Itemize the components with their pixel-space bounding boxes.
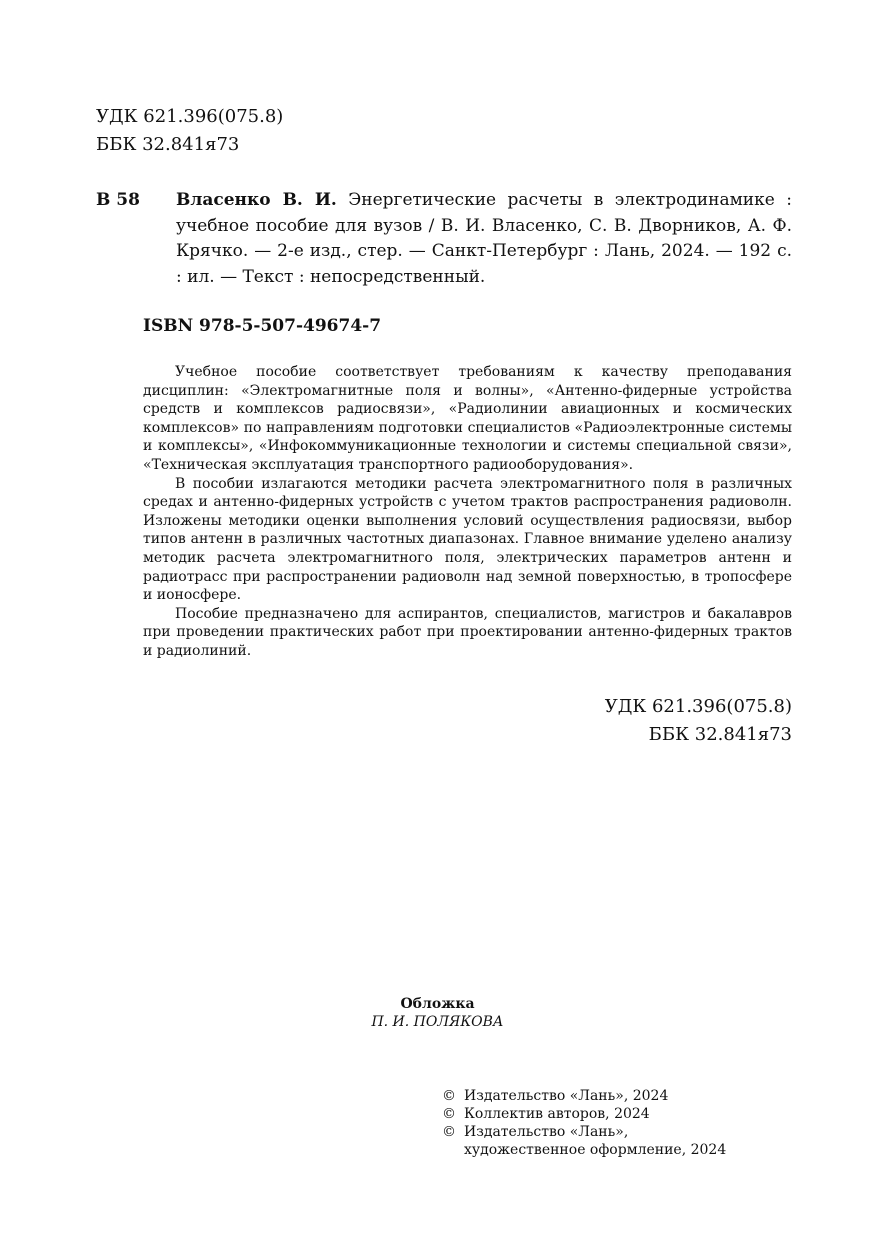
annotation-paragraph: Пособие предназначено для аспирантов, специалистов, магистров и бакалавров при проведении практических работ при проектировании антенно-фидерных трактов и радиолиний.	[143, 605, 792, 659]
bibliographic-record	[96, 188, 792, 290]
bbk-code: ББК 32.841я73	[648, 724, 792, 745]
cover-credit	[0, 995, 875, 1031]
classification-block-bottom	[605, 693, 792, 749]
cover-artist: П. И. ПОЛЯКОВА	[371, 1014, 504, 1030]
copyright-line: Издательство «Лань»,	[464, 1124, 629, 1140]
copyright-text	[464, 1123, 726, 1159]
annotation-paragraph: В пособии излагаются методики расчета электромагнитного поля в различных средах и антенно-фидерных устройств с учетом трактов распространения радиоволн. Изложены методики оценки выполнения условий осуществления радиосвязи, выбор типов антенн в различных частотных диапазонах. Главное внимание уделено анализу методик расчета электромагнитного поля, электрических параметров антенн и радиотрасс при распространении радиоволн над земной поверхностью, в тропосфере и ионосфере.	[143, 475, 792, 604]
isbn: ISBN 978-5-507-49674-7	[143, 316, 382, 336]
bibliographic-description	[176, 188, 792, 290]
annotation	[143, 363, 792, 661]
copyright-icon: ©	[442, 1088, 456, 1104]
copyright-icon: ©	[442, 1124, 456, 1140]
udk-code: УДК 621.396(075.8)	[96, 106, 284, 127]
copyright-line: художественное оформление, 2024	[464, 1142, 727, 1158]
copyright-icon: ©	[442, 1106, 456, 1122]
author-name: Власенко В. И.	[176, 190, 337, 210]
udk-code: УДК 621.396(075.8)	[604, 696, 792, 717]
author-sign: В 58	[96, 190, 140, 210]
classification-block-top	[96, 103, 283, 159]
copyright-item	[442, 1123, 726, 1159]
copyright-item	[442, 1105, 726, 1123]
copyright-text	[464, 1105, 650, 1123]
copyright-text	[464, 1087, 668, 1105]
copyright-line: Коллектив авторов, 2024	[464, 1106, 650, 1122]
copyright-line: Издательство «Лань», 2024	[464, 1088, 669, 1104]
copyright-list	[442, 1087, 726, 1159]
cover-label: Обложка	[400, 996, 475, 1012]
bbk-code: ББК 32.841я73	[96, 134, 240, 155]
annotation-paragraph: Учебное пособие соответствует требованиям к качеству преподавания дисциплин: «Электромагнитные поля и волны», «Антенно-фидерные устройства средств и комплексов радиосвязи», «Радиолинии авиационных и космических комплексов» по направлениям подготовки специалистов «Радиоэлектронные системы и комплексы», «Инфокоммуникационные технологии и системы специальной связи», «Техническая эксплуатация транспортного радиооборудования».	[143, 364, 792, 473]
description-text: Энергетические расчеты в электродинамике : учебное пособие для вузов / В. И. Власенко, С. В. Дворников, А. Ф. Крячко. — 2-е изд., стер. — Санкт-Петербург : Лань, 2024. — 192 с. : ил. — Текст : непосредственный.	[176, 190, 793, 287]
copyright-item	[442, 1087, 726, 1105]
